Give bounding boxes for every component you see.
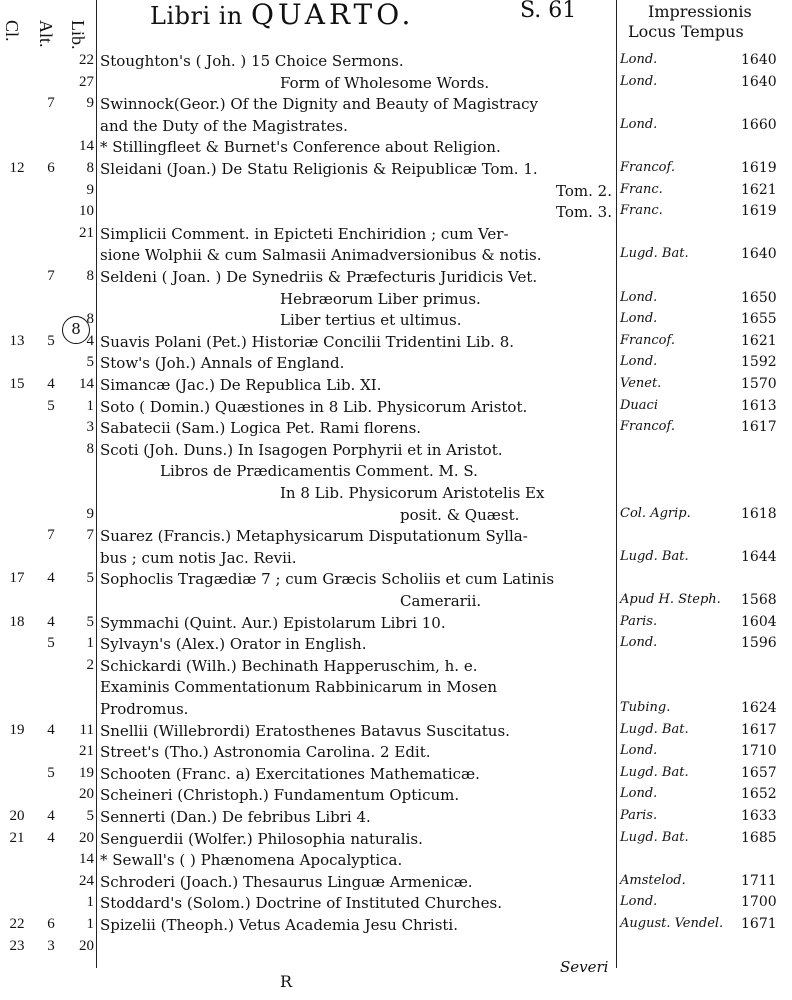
row-lib-number: 20 [79,829,94,846]
row-place: Lugd. Bat. [620,548,689,564]
row-year: 1604 [741,613,777,630]
row-lib-number: 21 [79,224,94,241]
row-lib-number: 24 [79,872,94,889]
row-alt-number: 5 [47,635,55,652]
row-lib-number: 1 [86,916,94,932]
row-alt-number: 6 [47,916,55,932]
row-title: Hebræorum Liber primus. [280,289,481,308]
row-lib-number: 5 [86,613,94,630]
row-year: 1617 [741,721,777,738]
row-title: Suarez (Francis.) Metaphysicarum Disputationum Sylla- [100,527,528,546]
row-place: Tubing. [620,700,671,715]
row-lib-number: 1 [86,894,94,911]
row-title: Seldeni ( Joan. ) De Synedriis & Præfecturis Juridicis Vet. [100,268,538,286]
row-title: Suavis Polani (Pet.) Historiæ Concilii Tridentini Lib. 8. [100,332,515,351]
row-year: 1700 [741,894,777,911]
row-title: Camerarii. [400,592,482,610]
row-lib-number: 9 [86,505,94,522]
left-column-rule [96,0,97,968]
row-title: Stow's (Joh.) Annals of England. [100,354,345,373]
header-cl: Cl. [2,20,22,42]
header-lib: Lib. [68,20,88,50]
row-alt-number: 4 [47,570,55,587]
row-place: Venet. [620,376,662,391]
row-year: 1650 [741,289,777,306]
row-place: Francof. [620,419,675,435]
row-year: 1644 [741,548,777,565]
row-place: Lugd. Bat. [620,721,689,737]
row-class-number: 13 [9,332,25,349]
row-lib-number: 8 [86,311,94,328]
row-year: 1568 [741,592,777,608]
row-lib-number: 21 [79,743,94,760]
row-lib-number: 5 [86,570,94,587]
row-title: Sabatecii (Sam.) Logica Pet. Rami florens. [100,419,422,438]
row-year: 1657 [741,764,777,781]
row-title: Spizelii (Theoph.) Vetus Academia Jesu Christi. [100,916,458,934]
row-title: * Stillingfleet & Burnet's Conference about Religion. [100,138,501,157]
row-place: Francof. [620,160,675,175]
row-year: 1633 [741,808,777,824]
row-place: August. Vendel. [620,916,724,931]
row-title: Sylvayn's (Alex.) Orator in English. [100,635,367,654]
row-year: 1619 [741,160,777,176]
row-alt-number: 5 [47,332,55,349]
row-year: 1618 [741,505,777,522]
row-year: 1624 [741,700,777,716]
row-title: Simplicii Comment. in Epicteti Enchiridion ; cum Ver- [100,224,509,243]
row-year: 1652 [741,786,777,803]
row-class-number: 23 [9,937,25,954]
row-lib-number: 11 [79,721,94,738]
row-lib-number: 5 [86,354,94,371]
row-title: Scoti (Joh. Duns.) In Isagogen Porphyrii et in Aristot. [100,440,503,459]
row-place: Lond. [620,786,658,802]
row-title: Sophoclis Tragædiæ 7 ; cum Græcis Scholiis et cum Latinis [100,570,555,589]
row-place: Lugd. Bat. [620,829,689,845]
row-title: sione Wolphii & cum Salmasii Animadversionibus & notis. [100,246,542,265]
row-alt-number: 4 [47,808,55,824]
row-title: Senguerdii (Wolfer.) Philosophia naturalis. [100,829,423,848]
row-title: and the Duty of the Magistrates. [100,116,348,135]
row-alt-number: 7 [47,527,55,544]
row-place: Francof. [620,332,675,348]
row-lib-number: 10 [79,203,94,220]
row-title: Examinis Commentationum Rabbinicarum in Mosen [100,678,497,697]
row-alt-number: 3 [47,937,55,954]
row-year: 1570 [741,376,777,392]
row-lib-number: 3 [86,419,94,436]
row-title: Liber tertius et ultimus. [280,311,462,330]
row-year: 1617 [741,419,777,436]
row-place: Franc. [620,181,663,197]
row-place: Lugd. Bat. [620,764,689,780]
row-alt-number: 4 [47,829,55,846]
title-prefix: Libri in [150,2,243,30]
row-class-number: 12 [9,160,25,176]
row-lib-number: 20 [79,937,94,954]
row-lib-number: 14 [79,376,94,392]
row-title: Street's (Tho.) Astronomia Carolina. 2 Edit. [100,743,431,762]
row-title: Form of Wholesome Words. [280,73,490,92]
row-lib-number: 20 [79,786,94,803]
row-place: Apud H. Steph. [620,592,721,607]
row-title: Libros de Prædicamentis Comment. M. S. [160,462,478,481]
catchword: Severi [560,958,609,976]
row-lib-number: 1 [86,635,94,652]
row-place: Lond. [620,311,658,327]
row-place: Lond. [620,635,658,651]
row-title: bus ; cum notis Jac. Revii. [100,548,297,567]
row-place: Paris. [620,613,658,629]
row-title: Prodromus. [100,700,189,718]
row-class-number: 22 [9,916,25,932]
row-title: Symmachi (Quint. Aur.) Epistolarum Libri 10. [100,613,446,632]
row-place: Lugd. Bat. [620,246,689,262]
row-year: 1621 [741,332,777,349]
row-title: Scheineri (Christoph.) Fundamentum Opticum. [100,786,460,805]
row-title: * Sewall's ( ) Phænomena Apocalyptica. [100,851,403,870]
row-lib-number: 8 [86,440,94,457]
row-title: Sennerti (Dan.) De febribus Libri 4. [100,808,371,826]
row-year: 1640 [741,52,777,68]
row-place: Lond. [620,894,658,910]
row-alt-number: 4 [47,376,55,392]
row-year: 1640 [741,246,777,263]
row-place: Lond. [620,743,658,759]
impressionis-heading: Impressionis [648,2,752,21]
row-place: Lond. [620,354,658,370]
row-alt-number: 4 [47,721,55,738]
row-year: 1711 [741,872,777,889]
row-alt-number: 7 [47,268,55,284]
row-alt-number: 5 [47,764,55,781]
row-alt-number: 6 [47,160,55,176]
row-year: 1619 [741,203,777,220]
page-number: S. 61 [520,0,577,23]
signature-mark: R [280,972,293,991]
row-title: Simancæ (Jac.) De Republica Lib. XI. [100,376,382,394]
row-class-number: 19 [9,721,25,738]
row-title: posit. & Quæst. [400,505,520,524]
row-year: 1596 [741,635,777,652]
row-place: Lond. [620,52,658,67]
row-title: Schroderi (Joach.) Thesaurus Linguæ Armenicæ. [100,872,473,891]
row-place: Paris. [620,808,658,823]
row-lib-number: 8 [86,268,94,284]
row-title: Stoughton's ( Joh. ) 15 Choice Sermons. [100,52,404,70]
row-lib-number: 22 [79,52,94,68]
row-place: Lond. [620,289,658,305]
row-lib-number: 4 [86,332,94,349]
row-place: Amstelod. [620,872,686,888]
row-title: Swinnock(Geor.) Of the Dignity and Beauty of Magistracy [100,95,539,114]
row-year: 1655 [741,311,777,328]
row-lib-number: 5 [86,808,94,824]
row-title: Soto ( Domin.) Quæstiones in 8 Lib. Physicorum Aristot. [100,397,528,416]
header-alt: Alt. [36,20,56,48]
row-place: Franc. [620,203,663,219]
title-caps: QUARTO. [251,0,415,31]
row-lib-number: 7 [86,527,94,544]
row-lib-number: 9 [86,95,94,112]
row-year: 1592 [741,354,777,371]
row-year: 1660 [741,116,777,133]
page-title [150,0,414,31]
row-lib-number: 9 [86,181,94,198]
row-title: Sleidani (Joan.) De Statu Religionis & Reipublicæ Tom. 1. [100,160,538,178]
row-year: 1621 [741,181,777,198]
row-lib-number: 1 [86,397,94,414]
row-class-number: 17 [9,570,25,587]
row-title: Schooten (Franc. a) Exercitationes Mathematicæ. [100,764,480,783]
row-class-number: 15 [9,376,25,392]
row-title: Snellii (Willebrordi) Eratosthenes Batavus Suscitatus. [100,721,510,740]
row-alt-number: 7 [47,95,55,112]
row-lib-number: 14 [79,138,94,155]
row-place: Duaci [620,397,658,413]
row-alt-number: 5 [47,397,55,414]
row-year: 1640 [741,73,777,90]
row-class-number: 20 [9,808,25,824]
row-alt-number: 4 [47,613,55,630]
row-lib-number: 2 [86,656,94,673]
row-class-number: 21 [9,829,25,846]
row-lib-number: 8 [86,160,94,176]
row-lib-number: 27 [79,73,94,90]
margin-circle-number: 8 [71,320,81,338]
row-year: 1613 [741,397,777,414]
row-year: 1685 [741,829,777,846]
row-lib-number: 19 [79,764,94,781]
locus-tempus-heading: Locus Tempus [628,22,744,41]
row-year: 1671 [741,916,777,932]
row-year: 1710 [741,743,777,760]
row-lib-number: 14 [79,851,94,868]
row-place: Col. Agrip. [620,505,691,521]
row-place: Lond. [620,116,658,132]
row-title: Stoddard's (Solom.) Doctrine of Instituted Churches. [100,894,502,913]
row-title: In 8 Lib. Physicorum Aristotelis Ex [280,484,545,502]
row-title: Tom. 2. [556,181,612,200]
row-class-number: 18 [9,613,25,630]
row-title: Schickardi (Wilh.) Bechinath Happeruschim, h. e. [100,656,478,675]
row-title: Tom. 3. [556,203,612,222]
row-place: Lond. [620,73,658,89]
